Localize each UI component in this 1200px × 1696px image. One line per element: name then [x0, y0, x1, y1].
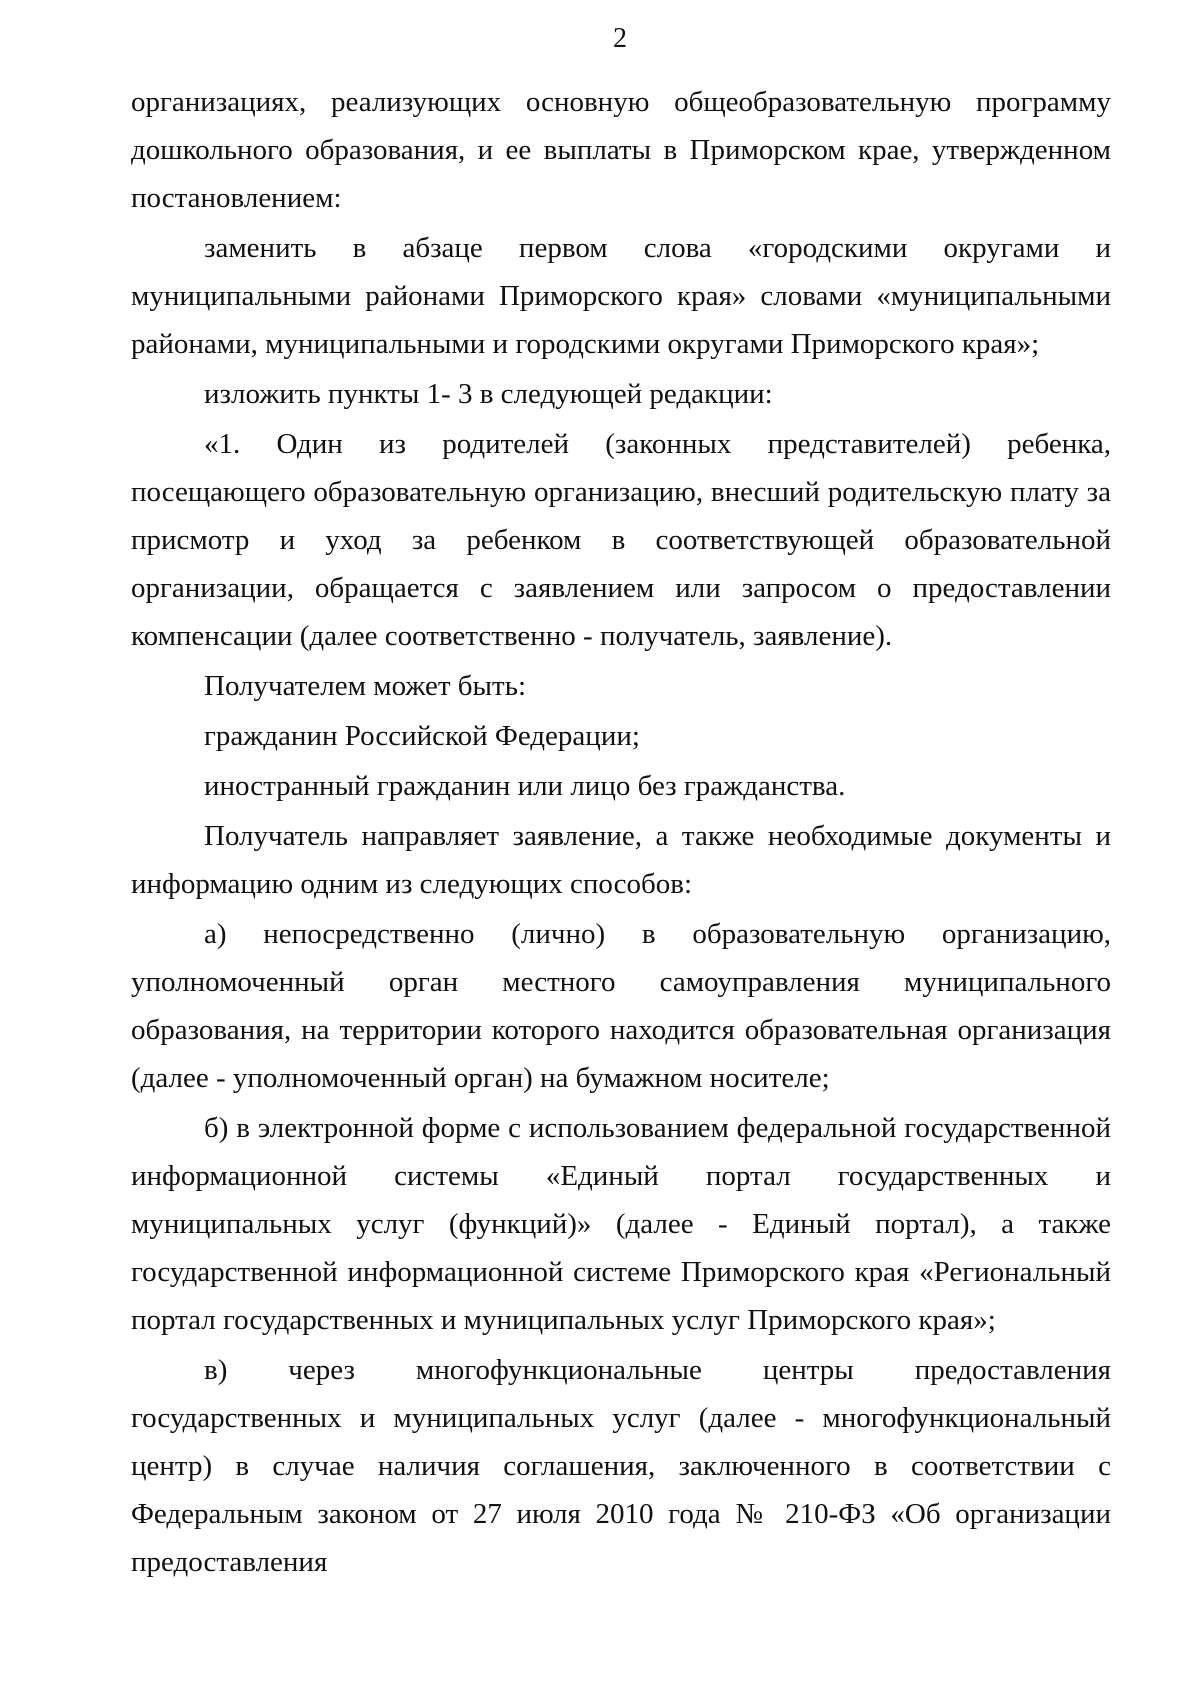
- paragraph-citizen-rf: гражданин Российской Федерации;: [204, 720, 640, 752]
- paragraph-replace-words: заменить в абзаце первом слова «городскими округами и муниципальными районами Приморского края» словами «муниципальными районами, муниципальными и городскими округами Приморского края»;: [131, 232, 1111, 360]
- paragraph-restate-items: изложить пункты 1- 3 в следующей редакции:: [204, 378, 773, 410]
- paragraph-recipient-can-be: Получателем может быть:: [204, 670, 527, 702]
- paragraph-submission-methods: Получатель направляет заявление, а также необходимые документы и информацию одним из следующих способов:: [131, 820, 1111, 900]
- paragraph-continuation: организациях, реализующих основную общеобразовательную программу дошкольного образования, и ее выплаты в Приморском крае, утвержденном постановлением:: [131, 86, 1111, 214]
- paragraph-item-1: «1. Один из родителей (законных представителей) ребенка, посещающего образовательную организацию, внесший родительскую плату за присмотр и уход за ребенком в соответствующей образовательной организации, обращается с заявлением или запросом о предоставлении компенсации (далее соответственно - получатель, заявление).: [131, 428, 1111, 652]
- document-body: [131, 78, 1111, 1586]
- paragraph-method-a: а) непосредственно (лично) в образовательную организацию, уполномоченный орган местного самоуправления муниципального образования, на территории которого находится образовательная организация (далее - уполномоченный орган) на бумажном носителе;: [131, 918, 1111, 1094]
- paragraph-foreign-citizen: иностранный гражданин или лицо без гражданства.: [204, 770, 846, 802]
- page-number: 2: [613, 23, 627, 54]
- paragraph-method-b: б) в электронной форме с использованием федеральной государственной информационной системы «Единый портал государственных и муниципальных услуг (функций)» (далее - Единый портал), а также государственной информационной системе Приморского края «Региональный портал государственных и муниципальных услуг Приморского края»;: [131, 1112, 1111, 1336]
- paragraph-method-c: в) через многофункциональные центры предоставления государственных и муниципальных услуг (далее - многофункциональный центр) в случае наличия соглашения, заключенного в соответствии с Федеральным законом от 27 июля 2010 года № 210-ФЗ «Об организации предоставления: [131, 1354, 1111, 1578]
